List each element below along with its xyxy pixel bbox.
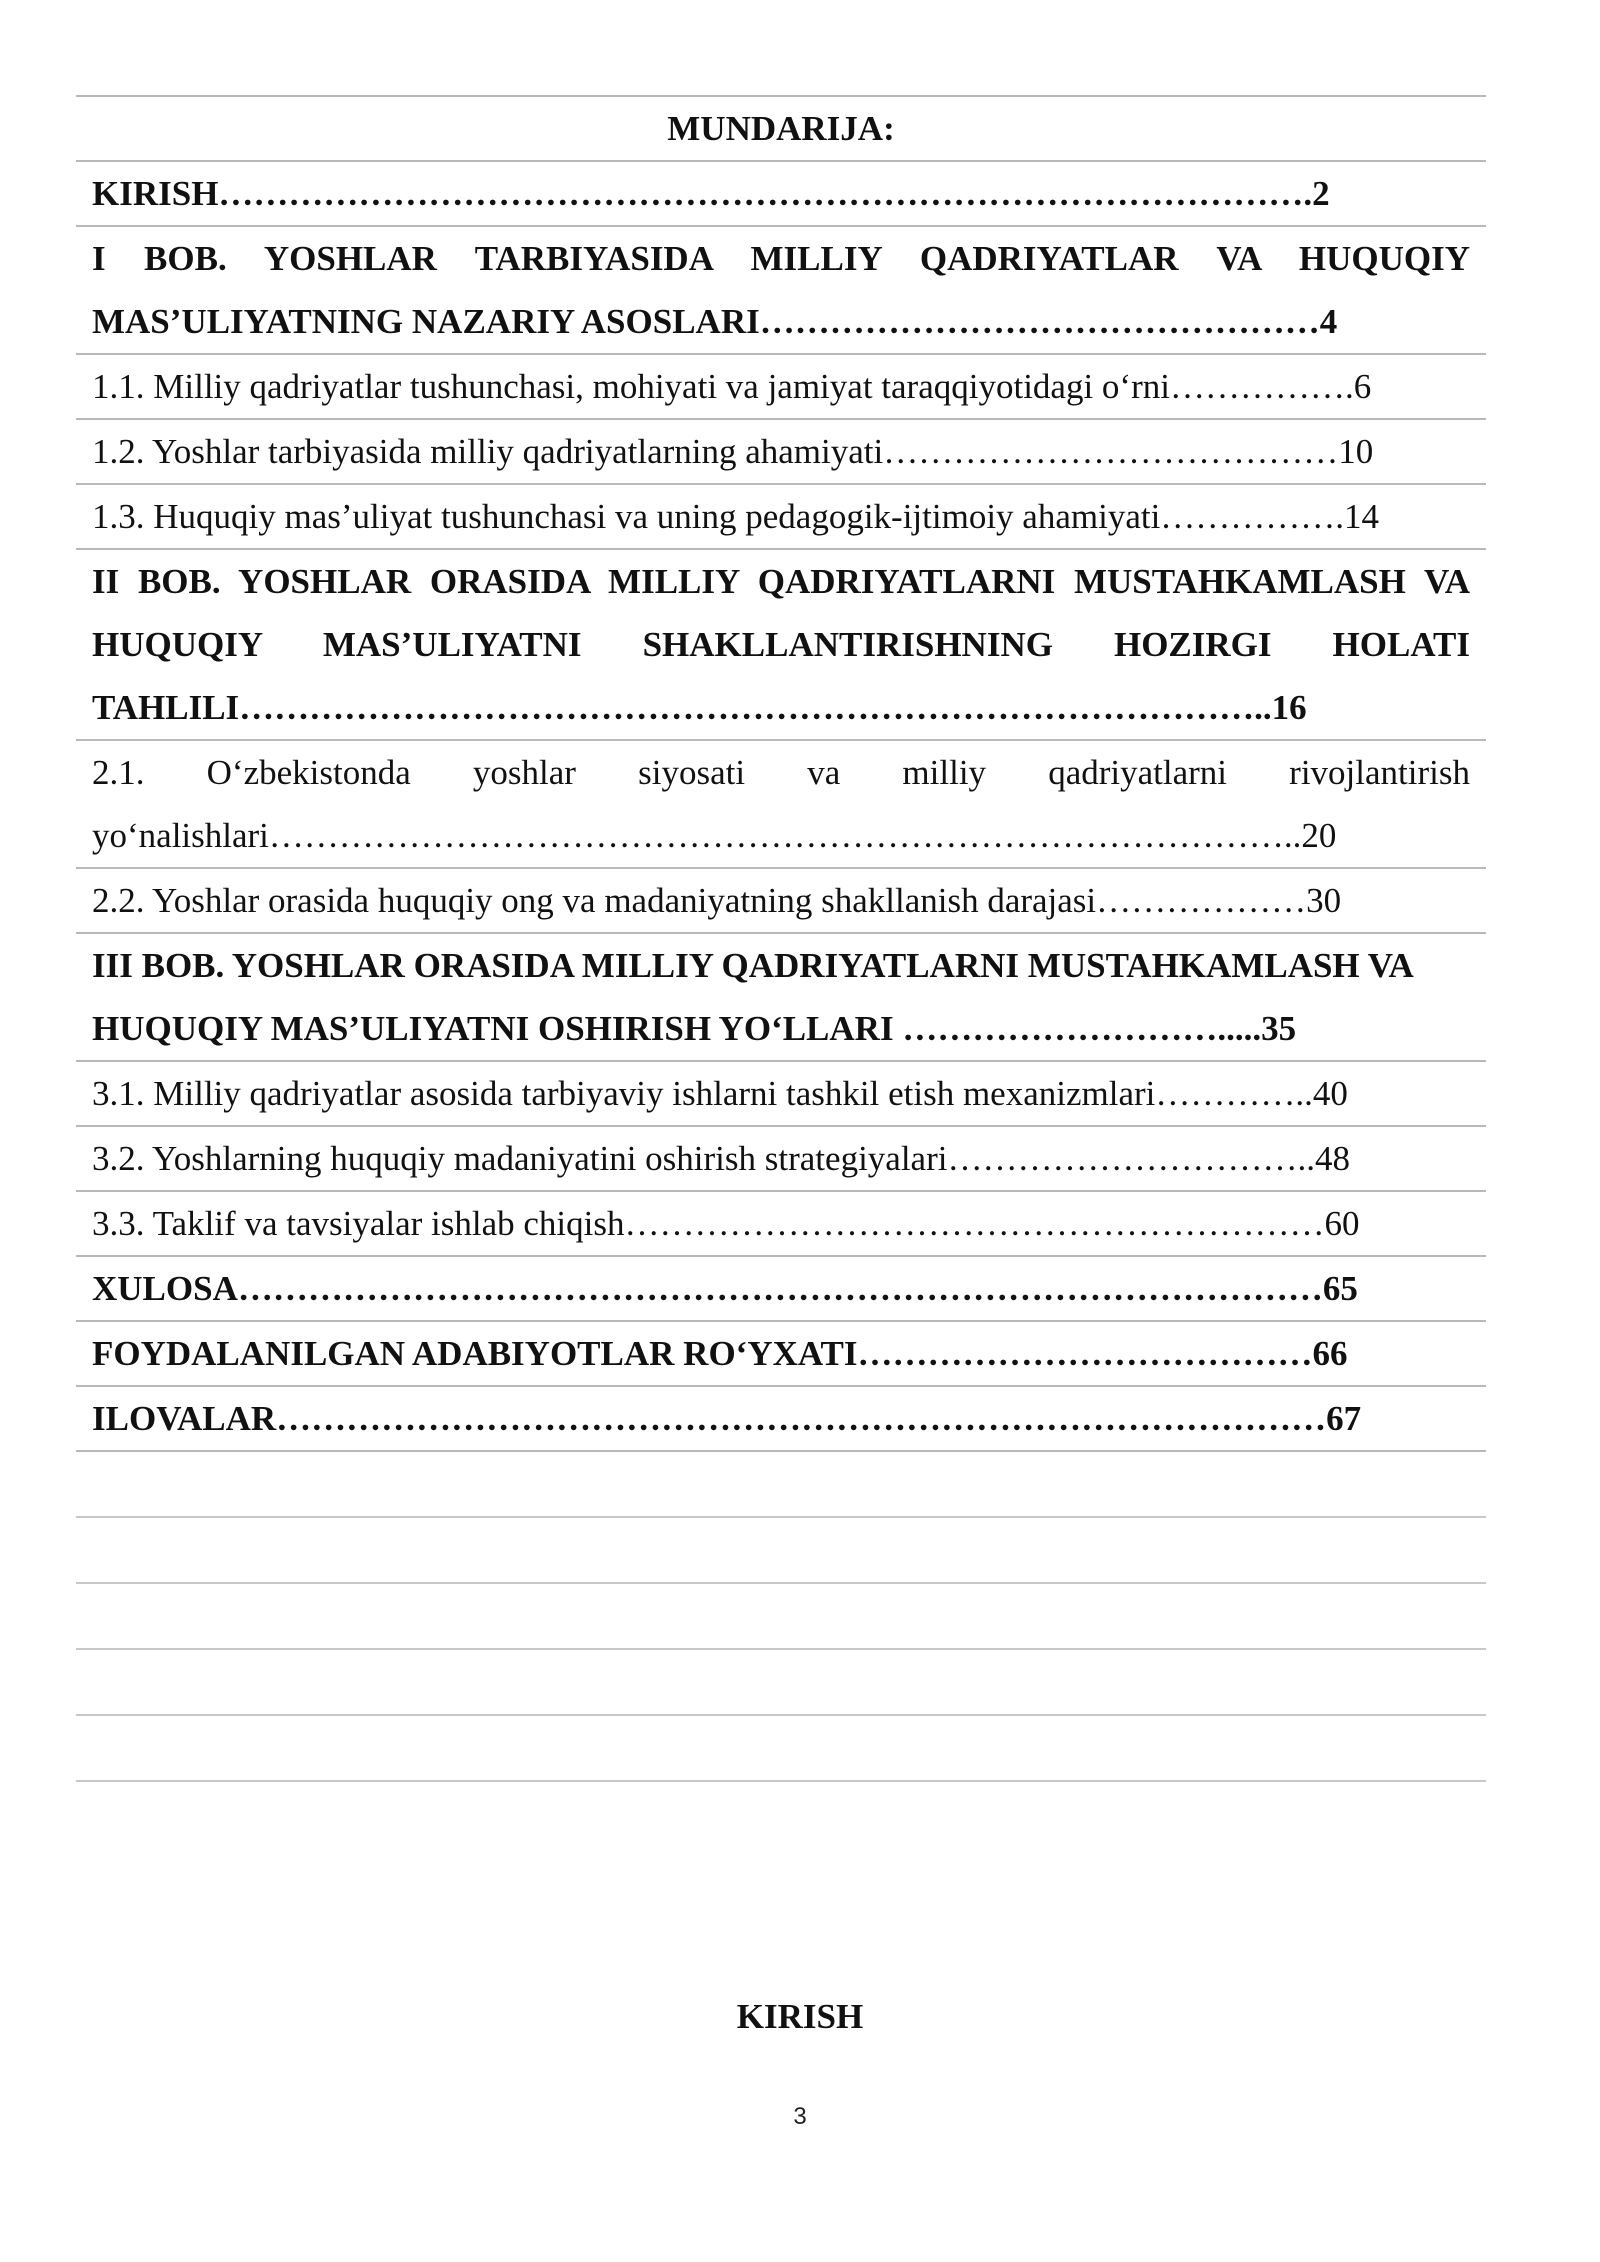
table-of-contents [76,95,1486,1782]
toc-entry-text: II BOB. YOSHLAR ORASIDA MILLIY QADRIYATLARNI MUSTAHKAMLASH VA HUQUQIY MAS’ULIYATNI SHAKLLANTIRISHNING HOZIRGI HOLATI TAHLILI……………………………………………………………………………..16 [92,562,1479,727]
toc-entry-xulosa [76,1257,1486,1322]
toc-entry-adabiyotlar [76,1322,1486,1387]
toc-entry-text: 2.1. O‘zbekistonda yoshlar siyosati va milliy qadriyatlarni rivojlantirish yo‘nalishlari……………………………………………………………………………..20 [92,753,1479,855]
toc-entry-text: III BOB. YOSHLAR ORASIDA MILLIY QADRIYATLARNI MUSTAHKAMLASH VA HUQUQIY MAS’ULIYATNI OSHIRISH YO‘LLARI ……………………….....35 [92,946,1421,1048]
toc-entry-text: 1.3. Huquqiy mas’uliyat tushunchasi va uning pedagogik-ijtimoiy ahamiyati…………….14 [92,497,1380,536]
toc-entry-chapter-3 [76,934,1486,1062]
toc-entry-text: 1.1. Milliy qadriyatlar tushunchasi, mohiyati va jamiyat taraqqiyotidagi o‘rni…………….6 [92,367,1372,406]
toc-entry-chapter-2 [76,550,1486,741]
empty-table-row [76,1650,1486,1716]
toc-entry-2-1 [76,741,1486,869]
toc-entry-text: XULOSA…………………………………………………………………………………65 [92,1269,1358,1308]
section-heading-kirish: KIRISH [736,1997,864,2036]
toc-entry-1-3 [76,485,1486,550]
toc-entry-text: 1.2. Yoshlar tarbiyasida milliy qadriyatlarning ahamiyati…………………………………10 [92,432,1374,471]
toc-entry-text: ILOVALAR………………………………………………………………………………67 [92,1399,1362,1438]
empty-table-row [76,1452,1486,1518]
toc-entry-ilovalar [76,1387,1486,1452]
toc-entry-3-1 [76,1062,1486,1127]
empty-table-row [76,1716,1486,1782]
toc-entry-text: 3.2. Yoshlarning huquqiy madaniyatini oshirish strategiyalari…………………………..48 [92,1139,1350,1178]
toc-entry-3-2 [76,1127,1486,1192]
toc-heading: MUNDARIJA: [76,97,1486,162]
toc-entry-text: KIRISH………………………………………………………………………………….2 [92,174,1330,213]
toc-entry-3-3 [76,1192,1486,1257]
toc-entry-chapter-1 [76,227,1486,355]
toc-entry-1-1 [76,355,1486,420]
toc-entry-text: 3.3. Taklif va tavsiyalar ishlab chiqish……………………………………………………60 [92,1204,1360,1243]
toc-entry-text: I BOB. YOSHLAR TARBIYASIDA MILLIY QADRIYATLAR VA HUQUQIY MAS’ULIYATNING NAZARIY ASOSLARI…………………………………………4 [92,239,1479,341]
toc-entry-text: FOYDALANILGAN ADABIYOTLAR RO‘YXATI…………………………………66 [92,1334,1348,1373]
toc-entry-text: 3.1. Milliy qadriyatlar asosida tarbiyaviy ishlarni tashkil etish mexanizmlari…………..40 [92,1074,1348,1113]
empty-table-row [76,1518,1486,1584]
toc-entry-1-2 [76,420,1486,485]
empty-table-row [76,1584,1486,1650]
toc-entry-2-2 [76,869,1486,934]
page-number: 3 [793,2103,807,2130]
toc-entry-kirish [76,162,1486,227]
toc-entry-text: 2.2. Yoshlar orasida huquqiy ong va madaniyatning shakllanish darajasi………………30 [92,881,1342,920]
